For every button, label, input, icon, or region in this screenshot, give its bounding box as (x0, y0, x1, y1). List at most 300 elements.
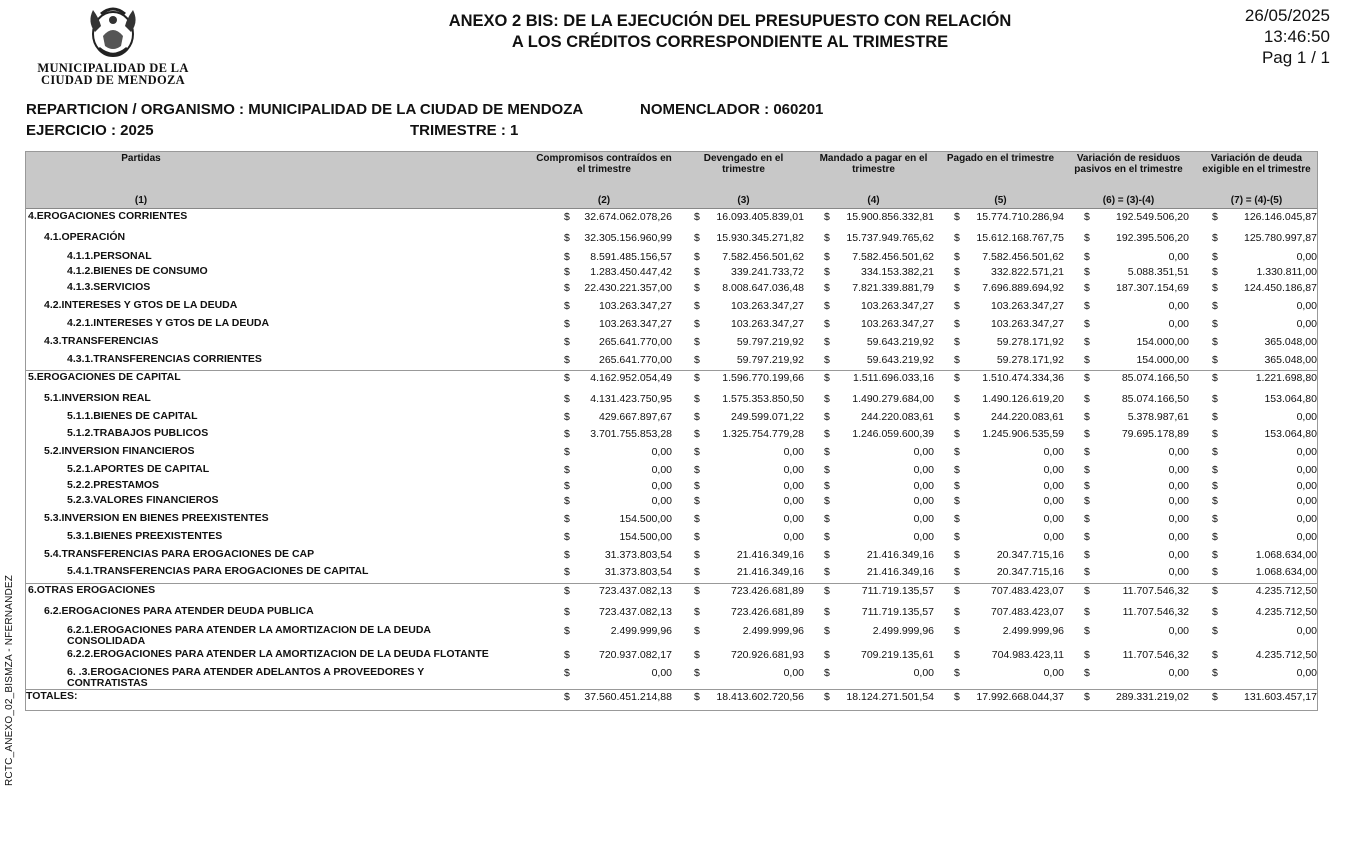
value-cell (694, 549, 804, 562)
currency-symbol: $ (1084, 585, 1090, 597)
currency-symbol: $ (694, 211, 700, 223)
amount-value: 249.599.071,22 (731, 411, 804, 423)
value-cell (824, 232, 934, 245)
currency-symbol: $ (1084, 667, 1090, 679)
amount-value: 0,00 (1043, 667, 1064, 679)
value-cell (694, 531, 804, 544)
currency-symbol: $ (564, 566, 570, 578)
currency-symbol: $ (564, 513, 570, 525)
currency-symbol: $ (694, 336, 700, 348)
currency-symbol: $ (564, 585, 570, 597)
currency-symbol: $ (694, 606, 700, 618)
value-cell (954, 318, 1064, 331)
currency-symbol: $ (564, 464, 570, 476)
value-cell (564, 667, 672, 680)
value-cell (1212, 495, 1317, 508)
currency-symbol: $ (564, 480, 570, 492)
row-label: 4.1.3.SERVICIOS (67, 281, 151, 293)
currency-symbol: $ (824, 585, 830, 597)
amount-value: 0,00 (1043, 513, 1064, 525)
value-cell (1084, 549, 1189, 562)
amount-value: 85.074.166,50 (1121, 372, 1189, 384)
currency-symbol: $ (954, 372, 960, 384)
value-cell (824, 667, 934, 680)
currency-symbol: $ (564, 336, 570, 348)
currency-symbol: $ (1084, 211, 1090, 223)
amount-value: 0,00 (1168, 566, 1189, 578)
org-name-line1: MUNICIPALIDAD DE LA (37, 61, 189, 75)
amount-value: 707.483.423,07 (991, 606, 1064, 618)
currency-symbol: $ (1212, 531, 1218, 543)
currency-symbol: $ (824, 354, 830, 366)
column-header: Partidas (121, 153, 161, 164)
amount-value: 31.373.803,54 (604, 549, 672, 561)
column-header: Variación de residuos pasivos en el trimestre (1074, 153, 1183, 175)
value-cell (1212, 211, 1317, 224)
currency-symbol: $ (564, 211, 570, 223)
amount-value: 0,00 (1296, 625, 1317, 637)
row-label: 5.1.INVERSION REAL (44, 392, 151, 404)
value-cell (564, 464, 672, 477)
value-cell (954, 428, 1064, 441)
currency-symbol: $ (564, 606, 570, 618)
row-label: 4.3.1.TRANSFERENCIAS CORRIENTES (67, 353, 262, 365)
value-cell (564, 318, 672, 331)
currency-symbol: $ (694, 251, 700, 263)
amount-value: 0,00 (1168, 446, 1189, 458)
amount-value: 21.416.349,16 (866, 566, 934, 578)
column-header: Compromisos contraídos en el trimestre (536, 153, 672, 175)
amount-value: 15.612.168.767,75 (976, 232, 1064, 244)
amount-value: 723.437.082,13 (599, 606, 672, 618)
value-cell (564, 606, 672, 619)
currency-symbol: $ (694, 495, 700, 507)
value-cell (1084, 336, 1189, 349)
currency-symbol: $ (954, 606, 960, 618)
currency-symbol: $ (1212, 251, 1218, 263)
currency-symbol: $ (824, 282, 830, 294)
title-line-2: A LOS CRÉDITOS CORRESPONDIENTE AL TRIMESTRE (511, 33, 949, 51)
currency-symbol: $ (1084, 354, 1090, 366)
amount-value: 1.490.279.684,00 (852, 393, 934, 405)
value-cell (1084, 464, 1189, 477)
value-cell (564, 513, 672, 526)
amount-value: 15.900.856.332,81 (846, 211, 934, 223)
currency-symbol: $ (564, 667, 570, 679)
value-cell (694, 464, 804, 477)
currency-symbol: $ (1212, 446, 1218, 458)
currency-symbol: $ (1212, 372, 1218, 384)
currency-symbol: $ (694, 691, 700, 703)
value-cell (1212, 372, 1317, 385)
amount-value: 711.719.135,57 (861, 606, 934, 618)
amount-value: 2.499.999,96 (872, 625, 934, 637)
amount-value: 126.146.045,87 (1244, 211, 1317, 223)
row-label: 6.OTRAS EROGACIONES (28, 584, 156, 596)
currency-symbol: $ (1212, 393, 1218, 405)
reparticion-label: REPARTICION / ORGANISMO : MUNICIPALIDAD DE LA CIUDAD DE MENDOZA (26, 101, 584, 118)
currency-symbol: $ (1084, 480, 1090, 492)
value-cell (564, 354, 672, 367)
amount-value: 17.992.668.044,37 (976, 691, 1064, 703)
currency-symbol: $ (954, 625, 960, 637)
value-cell (824, 625, 934, 638)
value-cell (954, 354, 1064, 367)
value-cell (1084, 354, 1189, 367)
amount-value: 0,00 (783, 495, 804, 507)
currency-symbol: $ (824, 606, 830, 618)
value-cell (954, 495, 1064, 508)
amount-value: 15.737.949.765,62 (846, 232, 934, 244)
amount-value: 707.483.423,07 (991, 585, 1064, 597)
currency-symbol: $ (824, 300, 830, 312)
currency-symbol: $ (694, 393, 700, 405)
amount-value: 15.774.710.286,94 (976, 211, 1064, 223)
value-cell (824, 691, 934, 704)
currency-symbol: $ (954, 251, 960, 263)
amount-value: 153.064,80 (1264, 393, 1317, 405)
currency-symbol: $ (694, 464, 700, 476)
amount-value: 0,00 (1296, 318, 1317, 330)
amount-value: 4.162.952.054,49 (590, 372, 672, 384)
amount-value: 429.667.897,67 (599, 411, 672, 423)
column-number: (3) (737, 195, 750, 206)
amount-value: 0,00 (913, 667, 934, 679)
value-cell (564, 251, 672, 264)
currency-symbol: $ (694, 649, 700, 661)
value-cell (954, 480, 1064, 493)
amount-value: 59.643.219,92 (866, 354, 934, 366)
row-label: 5.3.1.BIENES PREEXISTENTES (67, 530, 223, 542)
amount-value: 0,00 (1168, 251, 1189, 263)
amount-value: 0,00 (1043, 464, 1064, 476)
value-cell (564, 336, 672, 349)
amount-value: 0,00 (913, 495, 934, 507)
section-divider (26, 689, 1317, 690)
currency-symbol: $ (824, 566, 830, 578)
column-header: Variación de deuda exigible en el trimestre (1202, 153, 1311, 175)
value-cell (954, 691, 1064, 704)
budget-table (25, 151, 1318, 711)
amount-value: 154.000,00 (1136, 336, 1189, 348)
value-cell (954, 513, 1064, 526)
currency-symbol: $ (1212, 211, 1218, 223)
currency-symbol: $ (824, 649, 830, 661)
currency-symbol: $ (954, 649, 960, 661)
row-label: 5.4.1.TRANSFERENCIAS PARA EROGACIONES DE CAPITAL (67, 565, 369, 577)
value-cell (1084, 585, 1189, 598)
page-number: Pag 1 / 1 (1261, 48, 1330, 67)
currency-symbol: $ (954, 566, 960, 578)
amount-value: 0,00 (1296, 480, 1317, 492)
amount-value: 7.582.456.501,62 (982, 251, 1064, 263)
value-cell (564, 232, 672, 245)
amount-value: 154.500,00 (619, 531, 672, 543)
row-label: 5.2.2.PRESTAMOS (67, 479, 159, 491)
value-cell (954, 411, 1064, 424)
amount-value: 153.064,80 (1264, 428, 1317, 440)
value-cell (694, 446, 804, 459)
amount-value: 21.416.349,16 (736, 566, 804, 578)
amount-value: 1.221.698,80 (1255, 372, 1317, 384)
amount-value: 0,00 (1168, 300, 1189, 312)
amount-value: 2.499.999,96 (610, 625, 672, 637)
value-cell (694, 336, 804, 349)
currency-symbol: $ (824, 549, 830, 561)
row-label: 4.2.INTERESES Y GTOS DE LA DEUDA (44, 299, 238, 311)
amount-value: 7.821.339.881,79 (852, 282, 934, 294)
currency-symbol: $ (1084, 372, 1090, 384)
amount-value: 1.510.474.334,36 (982, 372, 1064, 384)
currency-symbol: $ (694, 585, 700, 597)
coat-of-arms-icon (81, 2, 145, 62)
column-header: Devengado en el trimestre (703, 153, 784, 175)
currency-symbol: $ (564, 300, 570, 312)
currency-symbol: $ (564, 691, 570, 703)
value-cell (564, 585, 672, 598)
currency-symbol: $ (564, 232, 570, 244)
value-cell (564, 372, 672, 385)
value-cell (954, 531, 1064, 544)
value-cell (694, 411, 804, 424)
currency-symbol: $ (694, 300, 700, 312)
currency-symbol: $ (694, 232, 700, 244)
currency-symbol: $ (954, 354, 960, 366)
value-cell (1212, 446, 1317, 459)
amount-value: 0,00 (651, 464, 672, 476)
currency-symbol: $ (564, 251, 570, 263)
amount-value: 4.235.712,50 (1255, 649, 1317, 661)
value-cell (694, 300, 804, 313)
value-cell (1084, 606, 1189, 619)
value-cell (1212, 513, 1317, 526)
currency-symbol: $ (824, 372, 830, 384)
amount-value: 0,00 (913, 531, 934, 543)
amount-value: 103.263.347,27 (861, 300, 934, 312)
row-label: 6. .3.EROGACIONES PARA ATENDER ADELANTOS A PROVEEDORES Y CONTRATISTAS (67, 666, 425, 689)
amount-value: 59.278.171,92 (996, 336, 1064, 348)
amount-value: 21.416.349,16 (866, 549, 934, 561)
amount-value: 0,00 (1043, 446, 1064, 458)
currency-symbol: $ (694, 411, 700, 423)
amount-value: 85.074.166,50 (1121, 393, 1189, 405)
currency-symbol: $ (694, 318, 700, 330)
ejercicio-label: EJERCICIO : 2025 (26, 122, 154, 139)
value-cell (564, 691, 672, 704)
row-label: 4.1.2.BIENES DE CONSUMO (67, 265, 208, 277)
amount-value: 339.241.733,72 (731, 266, 804, 278)
amount-value: 0,00 (1296, 300, 1317, 312)
amount-value: 0,00 (651, 446, 672, 458)
currency-symbol: $ (564, 354, 570, 366)
currency-symbol: $ (824, 336, 830, 348)
currency-symbol: $ (694, 354, 700, 366)
currency-symbol: $ (1212, 585, 1218, 597)
amount-value: 5.088.351,51 (1127, 266, 1189, 278)
currency-symbol: $ (564, 318, 570, 330)
currency-symbol: $ (1084, 266, 1090, 278)
row-label: 5.2.INVERSION FINANCIEROS (44, 445, 195, 457)
value-cell (824, 354, 934, 367)
amount-value: 1.575.353.850,50 (722, 393, 804, 405)
column-number: (6) = (3)-(4) (1102, 195, 1155, 206)
amount-value: 711.719.135,57 (861, 585, 934, 597)
currency-symbol: $ (564, 549, 570, 561)
amount-value: 8.008.647.036,48 (722, 282, 804, 294)
value-cell (694, 211, 804, 224)
amount-value: 5.378.987,61 (1127, 411, 1189, 423)
currency-symbol: $ (1212, 282, 1218, 294)
currency-symbol: $ (1084, 251, 1090, 263)
currency-symbol: $ (1212, 318, 1218, 330)
value-cell (1084, 232, 1189, 245)
value-cell (1084, 513, 1189, 526)
amount-value: 192.549.506,20 (1116, 211, 1189, 223)
amount-value: 103.263.347,27 (599, 300, 672, 312)
value-cell (564, 393, 672, 406)
currency-symbol: $ (824, 251, 830, 263)
amount-value: 1.246.059.600,39 (852, 428, 934, 440)
amount-value: 709.219.135,61 (861, 649, 934, 661)
currency-symbol: $ (824, 428, 830, 440)
amount-value: 0,00 (1168, 531, 1189, 543)
value-cell (1212, 428, 1317, 441)
amount-value: 0,00 (1296, 667, 1317, 679)
value-cell (694, 606, 804, 619)
currency-symbol: $ (694, 513, 700, 525)
value-cell (824, 606, 934, 619)
currency-symbol: $ (1084, 495, 1090, 507)
value-cell (1084, 411, 1189, 424)
value-cell (824, 251, 934, 264)
amount-value: 32.674.062.078,26 (584, 211, 672, 223)
value-cell (1212, 300, 1317, 313)
currency-symbol: $ (1084, 428, 1090, 440)
currency-symbol: $ (954, 513, 960, 525)
value-cell (1212, 566, 1317, 579)
currency-symbol: $ (824, 625, 830, 637)
amount-value: 103.263.347,27 (991, 300, 1064, 312)
column-number: (7) = (4)-(5) (1230, 195, 1283, 206)
row-label: 5.EROGACIONES DE CAPITAL (28, 371, 181, 383)
currency-symbol: $ (1084, 300, 1090, 312)
value-cell (694, 480, 804, 493)
value-cell (954, 372, 1064, 385)
amount-value: 103.263.347,27 (991, 318, 1064, 330)
currency-symbol: $ (824, 211, 830, 223)
value-cell (1212, 625, 1317, 638)
currency-symbol: $ (564, 495, 570, 507)
amount-value: 244.220.083,61 (991, 411, 1064, 423)
amount-value: 4.235.712,50 (1255, 585, 1317, 597)
amount-value: 0,00 (1296, 495, 1317, 507)
amount-value: 0,00 (651, 667, 672, 679)
amount-value: 59.278.171,92 (996, 354, 1064, 366)
amount-value: 0,00 (1296, 251, 1317, 263)
report-title (380, 11, 1080, 53)
row-label: 6.2.EROGACIONES PARA ATENDER DEUDA PUBLICA (44, 605, 314, 617)
value-cell (824, 549, 934, 562)
value-cell (1084, 531, 1189, 544)
currency-symbol: $ (1084, 625, 1090, 637)
amount-value: 192.395.506,20 (1116, 232, 1189, 244)
currency-symbol: $ (1084, 318, 1090, 330)
currency-symbol: $ (564, 372, 570, 384)
amount-value: 125.780.997,87 (1244, 232, 1317, 244)
title-line-1: ANEXO 2 BIS: DE LA EJECUCIÓN DEL PRESUPUESTO CON RELACIÓN (448, 12, 1012, 30)
value-cell (824, 464, 934, 477)
amount-value: 124.450.186,87 (1244, 282, 1317, 294)
value-cell (824, 585, 934, 598)
currency-symbol: $ (564, 266, 570, 278)
amount-value: 1.490.126.619,20 (982, 393, 1064, 405)
row-label: 5.1.2.TRABAJOS PUBLICOS (67, 427, 209, 439)
value-cell (824, 300, 934, 313)
amount-value: 20.347.715,16 (996, 549, 1064, 561)
currency-symbol: $ (1084, 464, 1090, 476)
row-label: 4.3.TRANSFERENCIAS (44, 335, 159, 347)
amount-value: 59.643.219,92 (866, 336, 934, 348)
org-name-line2: CIUDAD DE MENDOZA (41, 73, 185, 87)
value-cell (1084, 300, 1189, 313)
amount-value: 103.263.347,27 (861, 318, 934, 330)
amount-value: 0,00 (1168, 495, 1189, 507)
currency-symbol: $ (1212, 464, 1218, 476)
row-label: 5.2.1.APORTES DE CAPITAL (67, 463, 210, 475)
amount-value: 11.707.546,32 (1122, 606, 1189, 618)
value-cell (1084, 691, 1189, 704)
amount-value: 0,00 (1296, 464, 1317, 476)
value-cell (564, 428, 672, 441)
value-cell (954, 336, 1064, 349)
value-cell (1212, 393, 1317, 406)
value-cell (954, 393, 1064, 406)
amount-value: 0,00 (1296, 411, 1317, 423)
value-cell (954, 232, 1064, 245)
row-label: 6.2.2.EROGACIONES PARA ATENDER LA AMORTIZACION DE LA DEUDA FLOTANTE (67, 648, 489, 660)
currency-symbol: $ (1212, 354, 1218, 366)
amount-value: 21.416.349,16 (736, 549, 804, 561)
currency-symbol: $ (954, 336, 960, 348)
column-header: Pagado en el trimestre (946, 153, 1055, 164)
currency-symbol: $ (1212, 411, 1218, 423)
value-cell (1212, 549, 1317, 562)
row-label: 6.2.1.EROGACIONES PARA ATENDER LA AMORTIZACION DE LA DEUDA CONSOLIDADA (67, 624, 431, 647)
amount-value: 0,00 (1043, 480, 1064, 492)
value-cell (1212, 336, 1317, 349)
value-cell (694, 667, 804, 680)
currency-symbol: $ (564, 446, 570, 458)
amount-value: 103.263.347,27 (599, 318, 672, 330)
value-cell (1212, 649, 1317, 662)
currency-symbol: $ (1084, 531, 1090, 543)
value-cell (564, 549, 672, 562)
amount-value: 0,00 (1168, 318, 1189, 330)
currency-symbol: $ (824, 393, 830, 405)
currency-symbol: $ (824, 318, 830, 330)
row-label: 4.1.OPERACIÓN (44, 231, 126, 243)
currency-symbol: $ (1212, 691, 1218, 703)
amount-value: 1.283.450.447,42 (590, 266, 672, 278)
currency-symbol: $ (954, 211, 960, 223)
amount-value: 7.582.456.501,62 (722, 251, 804, 263)
currency-symbol: $ (564, 428, 570, 440)
value-cell (1212, 318, 1317, 331)
row-label: TOTALES: (26, 690, 78, 702)
value-cell (824, 649, 934, 662)
amount-value: 2.499.999,96 (1002, 625, 1064, 637)
value-cell (1212, 480, 1317, 493)
